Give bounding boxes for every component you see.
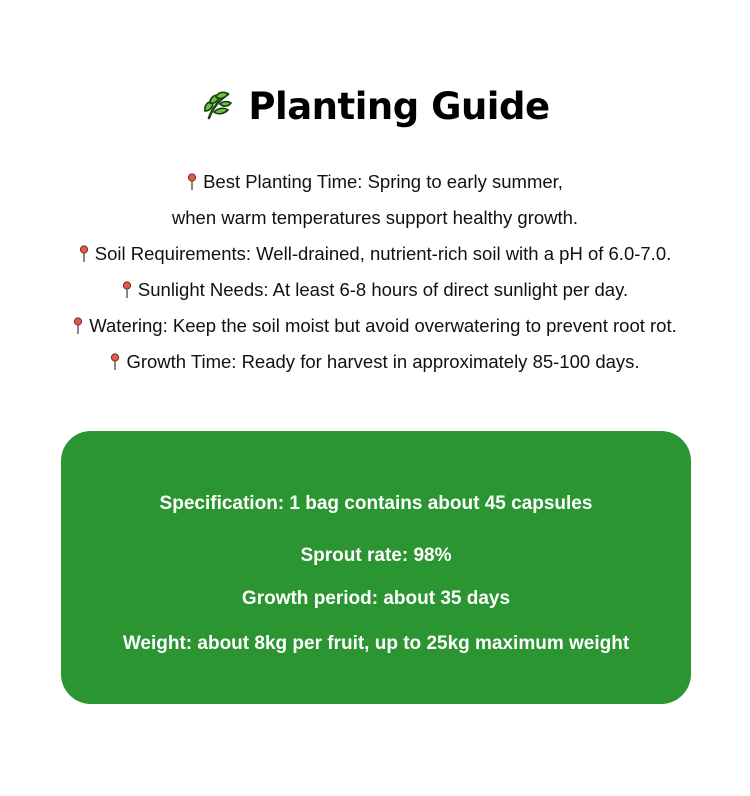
spec-growth-period: Growth period: about 35 days (241, 588, 511, 609)
guide-line-text: Watering: Keep the soil moist but avoid overwatering to prevent root rot. (89, 315, 677, 336)
guide-line-growth-time (0, 344, 750, 380)
pushpin-icon (187, 173, 197, 191)
pushpin-icon (79, 245, 89, 263)
spec-weight: Weight: about 8kg per fruit, up to 25kg maximum weight (122, 633, 630, 654)
pushpin-icon (73, 317, 83, 335)
leaf-icon (200, 89, 234, 123)
guide-line-soil (0, 236, 750, 272)
guide-line-watering (0, 308, 750, 344)
guide-line-text: when warm temperatures support healthy growth. (171, 207, 579, 228)
guide-line-text: Soil Requirements: Well-drained, nutrient-rich soil with a pH of 6.0-7.0. (94, 243, 672, 264)
guide-line-planting-time (0, 164, 750, 200)
spec-sprout-rate: Sprout rate: 98% (300, 545, 452, 566)
planting-guide-list (0, 164, 750, 380)
guide-line-sunlight (0, 272, 750, 308)
specification-card (61, 431, 691, 704)
spec-quantity: Specification: 1 bag contains about 45 capsules (159, 493, 593, 514)
page-title: Planting Guide (248, 84, 550, 128)
guide-line-text: Best Planting Time: Spring to early summer, (203, 171, 563, 192)
guide-line-text: Growth Time: Ready for harvest in approximately 85-100 days. (126, 351, 640, 372)
page-header (0, 78, 750, 134)
guide-line-text: Sunlight Needs: At least 6-8 hours of direct sunlight per day. (137, 279, 629, 300)
guide-line-planting-time-cont (0, 200, 750, 236)
pushpin-icon (110, 353, 120, 371)
pushpin-icon (122, 281, 132, 299)
